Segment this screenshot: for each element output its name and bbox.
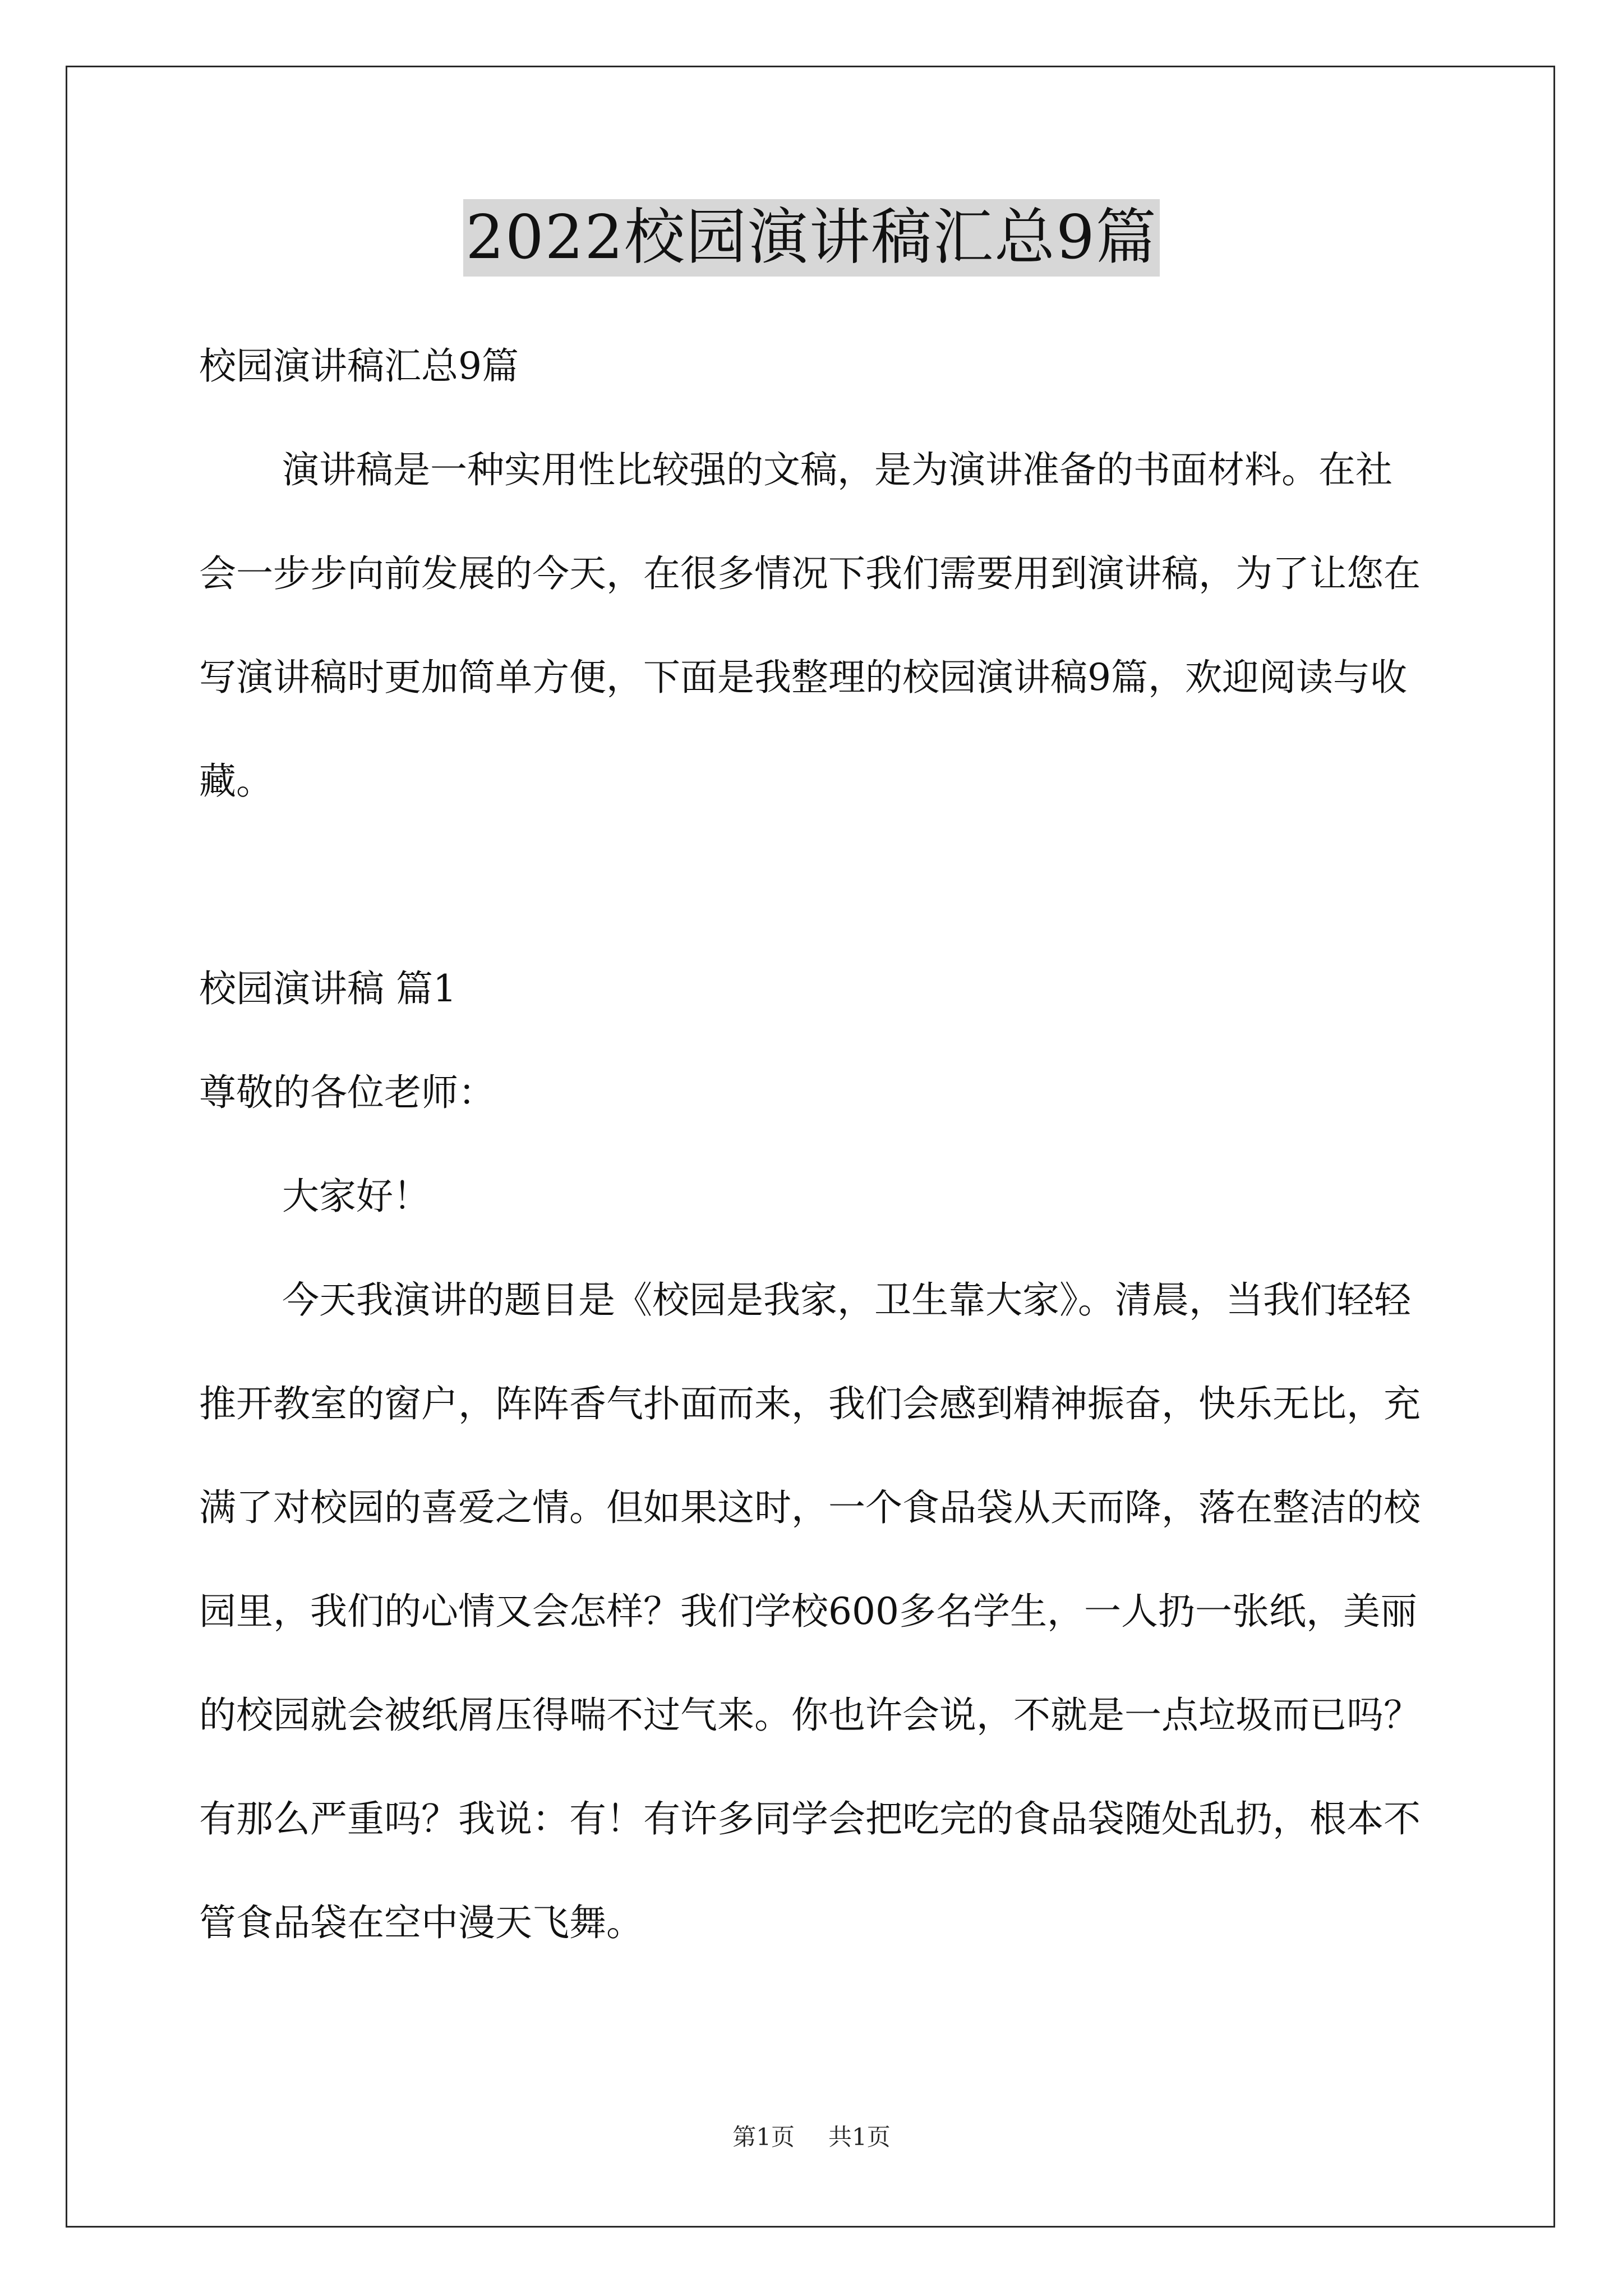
title-container (0, 199, 1623, 277)
salutation: 尊敬的各位老师： (199, 1071, 495, 1114)
page-footer (0, 2120, 1623, 2154)
document-body (199, 314, 1427, 1975)
page-total: 共1页 (828, 2123, 891, 2151)
document-title: 2022校园演讲稿汇总9篇 (463, 199, 1160, 277)
body-paragraph: 今天我演讲的题目是《校园是我家，卫生靠大家》。清晨，当我们轻轻推开教室的窗户，阵阵香气扑面而来，我们会感到精神振奋，快乐无比，充满了对校园的喜爱之情。但如果这时，一个食品袋从天而降，落在整洁的校园里，我们的心情又会怎样？我们学校600多名学生，一人扔一张纸，美丽的校园就会被纸屑压得喘不过气来。你也许会说，不就是一点垃圾而已吗？有那么严重吗？我说：有！有许多同学会把吃完的食品袋随处乱扔，根本不管食品袋在空中漫天飞舞。 (199, 1278, 1421, 1944)
section-heading: 校园演讲稿 篇1 (199, 967, 457, 1010)
subtitle: 校园演讲稿汇总9篇 (199, 344, 519, 388)
greeting: 大家好！ (282, 1175, 430, 1218)
intro-paragraph: 演讲稿是一种实用性比较强的文稿，是为演讲准备的书面材料。在社会一步步向前发展的今天，在很多情况下我们需要用到演讲稿，为了让您在写演讲稿时更加简单方便，下面是我整理的校园演讲稿9篇，欢迎阅读与收藏。 (199, 448, 1421, 803)
section-spacer (199, 833, 1427, 937)
page-number: 第1页 (732, 2123, 795, 2151)
